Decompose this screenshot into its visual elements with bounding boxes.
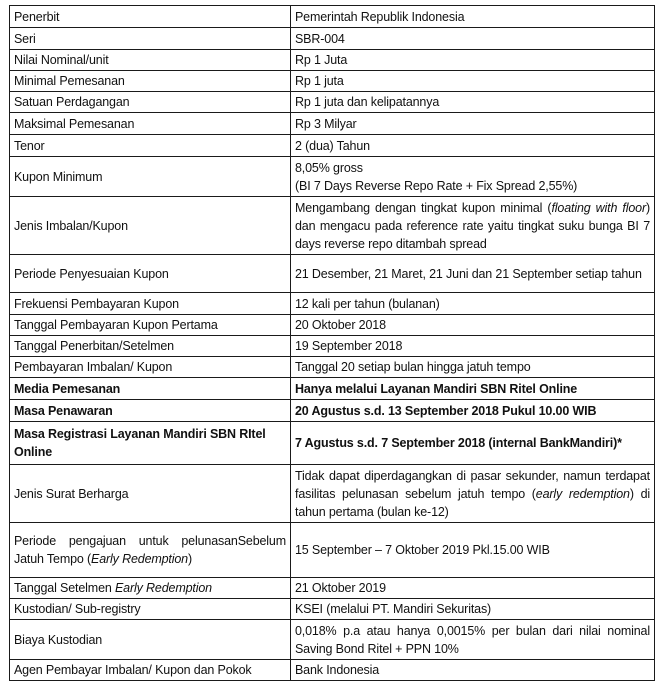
row-label xyxy=(10,523,291,578)
row-value: 20 Agustus s.d. 13 September 2018 Pukul 10.00 WIB xyxy=(291,400,655,422)
table-row xyxy=(10,400,655,422)
row-value: Rp 3 Milyar xyxy=(291,113,655,135)
row-label: Masa Registrasi Layanan Mandiri SBN RItel Online xyxy=(10,422,291,465)
row-value: KSEI (melalui PT. Mandiri Sekuritas) xyxy=(291,599,655,620)
text-segment: Mengambang dengan tingkat kupon minimal ( xyxy=(295,200,552,215)
italic-term: Early Redemption xyxy=(115,581,212,595)
row-label: Kupon Minimum xyxy=(10,157,291,197)
row-value xyxy=(291,465,655,523)
bond-spec-table xyxy=(9,5,655,681)
row-value: 7 Agustus s.d. 7 September 2018 (internal BankMandiri)* xyxy=(291,422,655,465)
row-label: Frekuensi Pembayaran Kupon xyxy=(10,293,291,315)
bond-spec-sheet xyxy=(9,5,654,681)
row-value: Rp 1 Juta xyxy=(291,50,655,71)
row-label: Maksimal Pemesanan xyxy=(10,113,291,135)
row-value: 0,018% p.a atau hanya 0,0015% per bulan dari nilai nominal Saving Bond Ritel + PPN 10% xyxy=(291,620,655,660)
row-label: Penerbit xyxy=(10,6,291,28)
table-row xyxy=(10,357,655,378)
row-label: Nilai Nominal/unit xyxy=(10,50,291,71)
table-row xyxy=(10,135,655,157)
table-row xyxy=(10,315,655,336)
row-label: Kustodian/ Sub-registry xyxy=(10,599,291,620)
row-label xyxy=(10,578,291,599)
table-row xyxy=(10,255,655,293)
row-label: Media Pemesanan xyxy=(10,378,291,400)
table-row xyxy=(10,113,655,135)
row-label: Periode Penyesuaian Kupon xyxy=(10,255,291,293)
table-row xyxy=(10,197,655,255)
table-row xyxy=(10,465,655,523)
row-value: Tanggal 20 setiap bulan hingga jatuh tempo xyxy=(291,357,655,378)
row-value: 20 Oktober 2018 xyxy=(291,315,655,336)
table-row xyxy=(10,660,655,681)
row-value: 2 (dua) Tahun xyxy=(291,135,655,157)
row-label: Jenis Surat Berharga xyxy=(10,465,291,523)
row-value xyxy=(291,157,655,197)
row-value: SBR-004 xyxy=(291,28,655,50)
row-label: Satuan Perdagangan xyxy=(10,92,291,113)
coupon-rate: 8,05% gross xyxy=(295,160,363,175)
table-row xyxy=(10,92,655,113)
table-row xyxy=(10,578,655,599)
row-label: Minimal Pemesanan xyxy=(10,71,291,92)
table-row xyxy=(10,523,655,578)
table-row xyxy=(10,378,655,400)
row-value: 15 September – 7 Oktober 2019 Pkl.15.00 WIB xyxy=(291,523,655,578)
row-label: Masa Penawaran xyxy=(10,400,291,422)
row-label: Tanggal Penerbitan/Setelmen xyxy=(10,336,291,357)
row-label: Agen Pembayar Imbalan/ Kupon dan Pokok xyxy=(10,660,291,681)
text-segment: Periode pengajuan untuk pelunasanSebelum Jatuh Tempo ( xyxy=(14,534,286,566)
table-row xyxy=(10,422,655,465)
row-value: 21 Desember, 21 Maret, 21 Juni dan 21 September setiap tahun xyxy=(291,255,655,293)
row-label: Tenor xyxy=(10,135,291,157)
table-row xyxy=(10,157,655,197)
row-label: Pembayaran Imbalan/ Kupon xyxy=(10,357,291,378)
italic-term: floating with floor xyxy=(551,200,646,215)
row-label: Biaya Kustodian xyxy=(10,620,291,660)
row-label: Tanggal Pembayaran Kupon Pertama xyxy=(10,315,291,336)
table-row xyxy=(10,336,655,357)
row-value: Bank Indonesia xyxy=(291,660,655,681)
text-segment: ) xyxy=(187,552,192,566)
table-row xyxy=(10,71,655,92)
row-label: Seri xyxy=(10,28,291,50)
row-label: Jenis Imbalan/Kupon xyxy=(10,197,291,255)
row-value: Hanya melalui Layanan Mandiri SBN Ritel Online xyxy=(291,378,655,400)
row-value: Rp 1 juta dan kelipatannya xyxy=(291,92,655,113)
row-value: 19 September 2018 xyxy=(291,336,655,357)
text-segment: ) dan mengacu pada reference rate yaitu tingkat suku bunga BI 7 days reverse repo ditambah spread xyxy=(295,200,651,251)
italic-term: early redemption xyxy=(535,486,630,501)
italic-term: Early Redemption xyxy=(91,552,188,566)
table-row xyxy=(10,50,655,71)
table-row xyxy=(10,293,655,315)
table-row xyxy=(10,599,655,620)
text-segment: ) di tahun pertama (bulan ke-12) xyxy=(295,486,651,519)
table-row xyxy=(10,28,655,50)
text-segment: Tidak dapat diperdagangkan di pasar sekunder, namun terdapat fasilitas pelunasan sebelum jatuh tempo ( xyxy=(295,468,650,501)
row-value: 21 Oktober 2019 xyxy=(291,578,655,599)
table-row xyxy=(10,6,655,28)
row-value xyxy=(291,197,655,255)
table-row xyxy=(10,620,655,660)
row-value: Pemerintah Republik Indonesia xyxy=(291,6,655,28)
coupon-formula: (BI 7 Days Reverse Repo Rate + Fix Spread 2,55%) xyxy=(295,178,578,193)
row-value: 12 kali per tahun (bulanan) xyxy=(291,293,655,315)
text-segment: Tanggal Setelmen xyxy=(14,581,115,595)
row-value: Rp 1 juta xyxy=(291,71,655,92)
